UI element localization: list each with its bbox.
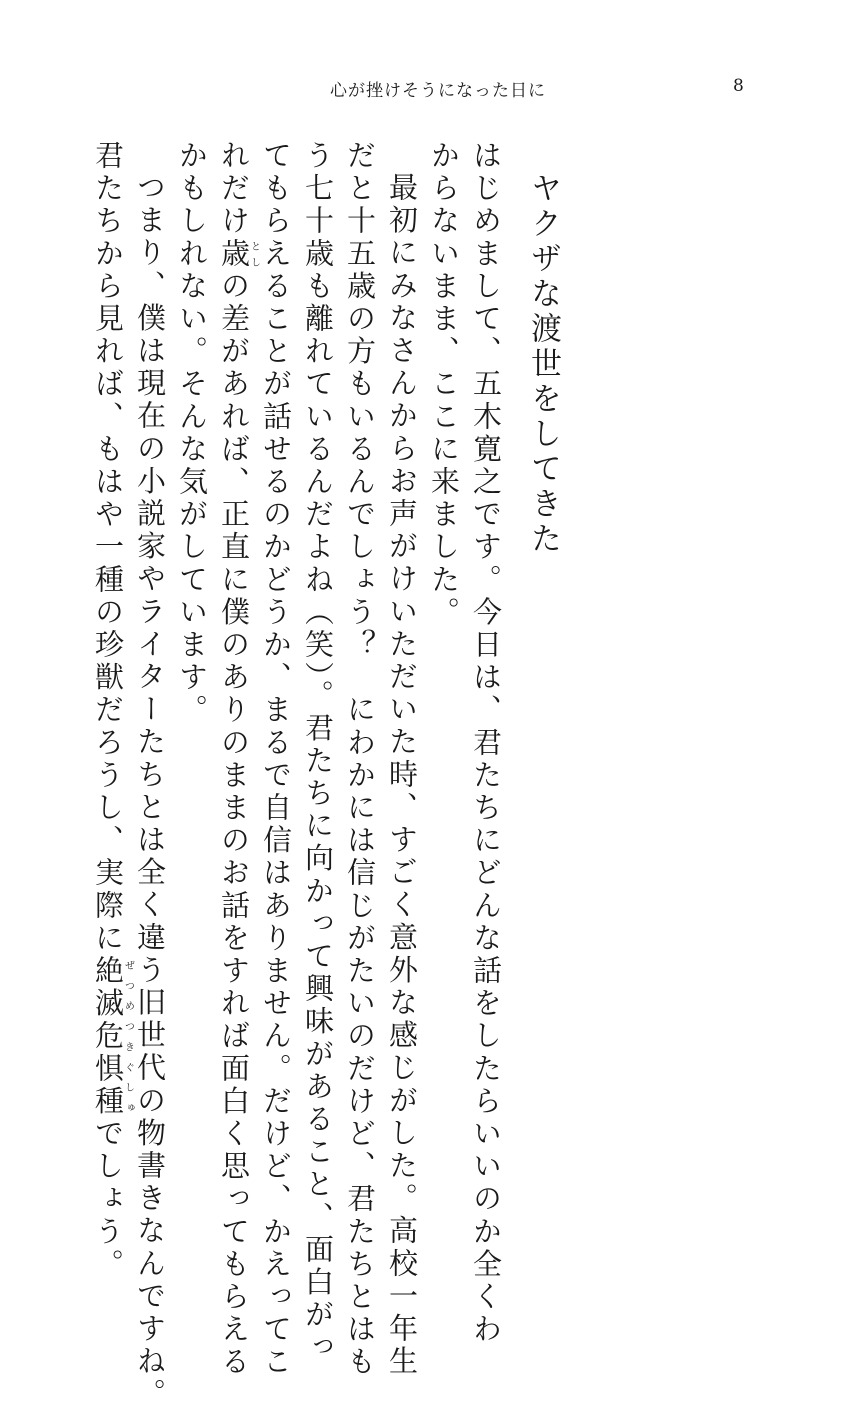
page-number: 8 <box>733 76 744 96</box>
body-line-3: 最初にみなさんからお声がけいただいた時、すごく意外な感じがした。高校一年生 <box>385 172 419 1379</box>
ruby-zetsumetsukigu-base: 絶滅危惧種 <box>91 955 125 1118</box>
body-line-4: だと十五歳の方もいるんでしょう？ にわかには信じがたいのだけど、君たちとはも <box>343 140 377 1379</box>
body-line-7 <box>219 140 259 1379</box>
ruby-toshi <box>217 237 260 271</box>
body-line-1: はじめまして、五木寛之です。今日は、君たちにどんな話をしたらいいのか全くわ <box>469 140 503 1347</box>
body-line-9: つまり、僕は現在の小説家やライターたちとは全く違う旧世代の物書きなんですね。 <box>133 172 167 1411</box>
ruby-toshi-reading: とし <box>248 237 260 271</box>
running-head: 心が挫けそうになった日に <box>330 81 546 101</box>
body-line-10-part-1: 君たちから見れば、もはや一種の珍獣だろうし、実際に <box>91 140 125 955</box>
ruby-toshi-base: 歳 <box>217 237 251 271</box>
body-line-7-part-2: の差があれば、正直に僕のありのままのお話をすれば面白く思ってもらえる <box>217 270 251 1379</box>
body-line-5: う七十歳も離れているんだよね（笑）。君たちに向かって興味があること、面白がっ <box>301 140 335 1365</box>
ruby-zetsumetsukigu-reading: ぜつめつきぐしゅ <box>122 955 134 1118</box>
chapter-title: ヤクザな渡世をしてきた <box>525 172 561 557</box>
body-line-6: てもらえることが話せるのかどうか、まるで自信はありません。だけど、かえってこ <box>259 140 293 1379</box>
body-line-7-part-1: れだけ <box>217 140 251 238</box>
body-line-2: からないまま、ここに来ました。 <box>427 140 461 629</box>
body-line-10-part-2: でしょう。 <box>91 1118 125 1281</box>
body-line-10 <box>93 140 133 1281</box>
ruby-zetsumetsukigu <box>91 955 134 1118</box>
body-line-8: かもしれない。そんな気がしています。 <box>175 140 209 727</box>
